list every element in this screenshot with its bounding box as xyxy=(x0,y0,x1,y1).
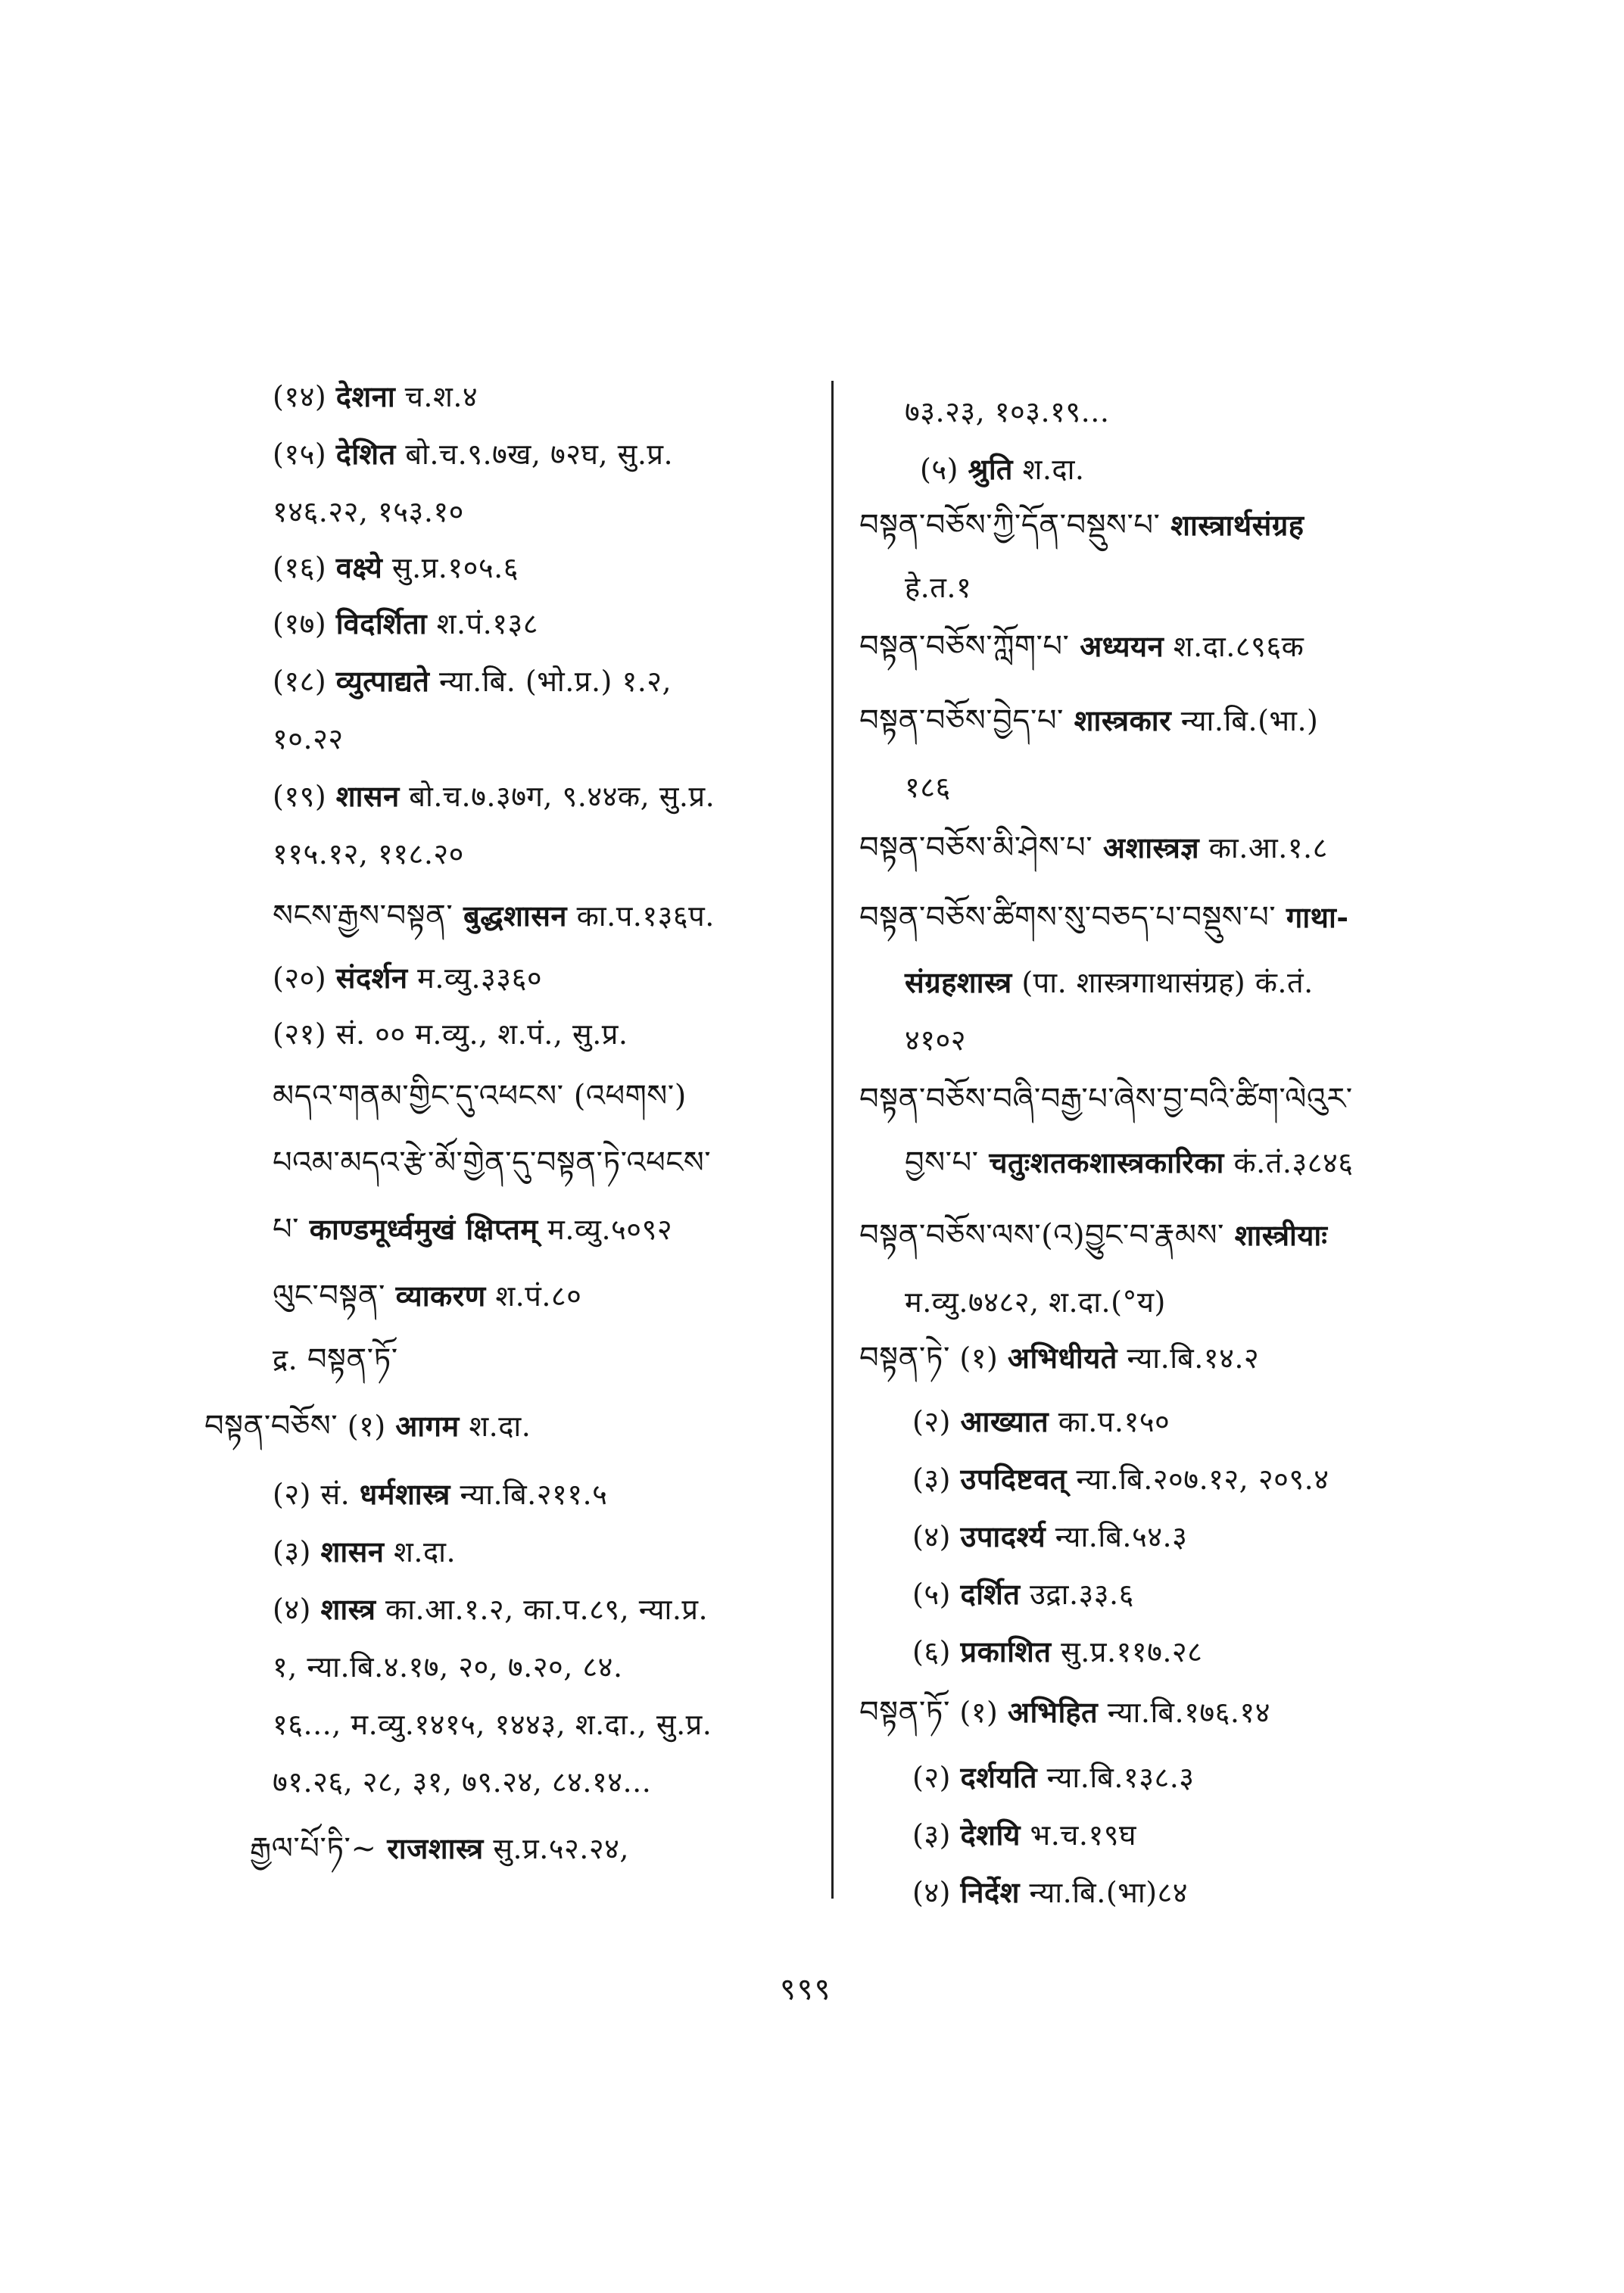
headword-line: བསྟན་ཏེ་ (१) अभिधीयते न्या.बि.१४.२ xyxy=(859,1341,1260,1375)
column-divider xyxy=(831,381,834,1899)
entry-line: ७३.२३, १०३.१९... xyxy=(905,395,1110,428)
entry-line: ལུང་བསྟན་ व्याकरण श.पं.८० xyxy=(273,1279,582,1313)
entry-line: (३) उपदिष्टवत् न्या.बि.२०७.१२, २०९.४ xyxy=(912,1462,1329,1496)
headword-line: བསྟན་ཏོ་ (१) अभिहित न्या.बि.१७६.१४ xyxy=(859,1695,1270,1730)
entry-line: १, न्या.बि.४.१७, २०, ७.२०, ८४. xyxy=(273,1650,623,1684)
entry-line: ११५.१२, ११८.२० xyxy=(273,837,464,871)
entry-line: (५) दर्शित उद्रा.३३.६ xyxy=(912,1577,1134,1611)
entry-line: (४) शास्त्र का.आ.१.२, का.प.८९, न्या.प्र. xyxy=(273,1592,709,1626)
headword-line: བསྟན་བཅོས་ (१) आगम श.दा. xyxy=(204,1409,531,1444)
entry-line: १०.२२ xyxy=(273,722,344,756)
entry-line: (३) देशयि भ.च.१९घ xyxy=(912,1818,1136,1852)
page-number: ९९९ xyxy=(780,1972,832,2007)
entry-line: བྱས་པ་ चतुःशतकशास्त्रकारिका कं.तं.३८४६ xyxy=(905,1145,1354,1180)
headword-line: བསྟན་བཅོས་མི་ཤེས་པ་ अशास्त्रज्ञ का.आ.१.८ xyxy=(859,830,1328,865)
entry-line: (१७) विदर्शिता श.पं.१३८ xyxy=(273,606,539,640)
entry-line: (१५) देशित बो.च.९.७ख, ७२घ, सु.प्र. xyxy=(273,437,674,471)
entry-line: १८६ xyxy=(905,771,951,804)
entry-line: (१४) देशना च.श.४ xyxy=(273,379,478,413)
headword-line: བསྟན་བཅོས་བྱེད་པ་ शास्त्रकार न्या.बि.(भा.) xyxy=(859,703,1319,738)
headword-line: བསྟན་བཅོས་བཞི་བརྒྱ་པ་ཞེས་བྱ་བའི་ཚིག་ལེའུར་ xyxy=(859,1082,1353,1117)
entry-line: (२) आख्यात का.प.१५० xyxy=(912,1404,1170,1438)
entry-line: हे.त.१ xyxy=(905,571,972,604)
entry-line: संग्रहशास्त्र (पा. शास्त्रगाथासंग्रह) कं.तं. xyxy=(905,965,1314,999)
entry-line: म.व्यु.७४८२, श.दा.(°य) xyxy=(905,1285,1166,1319)
entry-line: (१६) वक्ष्ये सु.प्र.१०५.६ xyxy=(273,550,519,584)
entry-line: १६..., म.व्यु.१४१५, १४४३, श.दा., सु.प्र. xyxy=(273,1708,712,1741)
entry-line: (२) दर्शयति न्या.बि.१३८.३ xyxy=(912,1760,1195,1794)
entry-line: (२१) सं. ०० म.व्यु., श.पं., सु.प्र. xyxy=(273,1017,628,1051)
headword-line: བསྟན་བཅོས་ཀློག་པ་ अध्ययन श.दा.८९६क xyxy=(859,629,1304,664)
entry-line: སངས་རྒྱས་བསྟན་ बुद्धशासन का.प.१३६प. xyxy=(273,899,715,933)
entry-line: མདའ་གནམ་གྱིང་དུ་འཕངས་ (འཕགས་) xyxy=(273,1079,687,1114)
headword-line: བསྟན་བཅོས་ཀྱི་དོན་བསྡུས་པ་ शास्त्रार्थसंग्रह xyxy=(859,508,1304,543)
entry-line: པ་ काण्डमूर्ध्वमुखं क्षिप्तम् म.व्यु.५०९२ xyxy=(273,1212,673,1247)
entry-line: ४१०२ xyxy=(905,1023,967,1057)
entry-line: པའམ་མདའ་རྩེ་མོ་གྱེན་དུ་བསྟན་ཏེ་འཕངས་ xyxy=(273,1145,712,1180)
headword-line: བསྟན་བཅོས་ཚིགས་སུ་བཅད་པ་བསྡུས་པ་ गाथा- xyxy=(859,900,1349,935)
entry-line: (१८) व्युत्पाद्यते न्या.बि. (भो.प्र.) १.२, xyxy=(273,664,672,698)
entry-line: (३) शासन श.दा. xyxy=(273,1534,457,1569)
entry-line: ७१.२६, २८, ३१, ७९.२४, ८४.१४... xyxy=(273,1765,652,1799)
entry-line: १४६.२२, १५३.१० xyxy=(273,495,464,528)
entry-line: द्र. བསྟན་ཏོ་ xyxy=(273,1342,398,1377)
entry-line: (६) प्रकाशित सु.प्र.११७.२८ xyxy=(912,1634,1203,1668)
entry-line: (२०) संदर्शन म.व्यु.३३६० xyxy=(273,961,543,995)
entry-line: རྒྱལ་པོ་ཏི་~ राजशास्त्र सु.प्र.५२.२४, xyxy=(250,1831,629,1866)
entry-line: (४) उपादर्श्य न्या.बि.५४.३ xyxy=(912,1519,1188,1553)
entry-line: (४) निर्देश न्या.बि.(भा)८४ xyxy=(912,1875,1189,1909)
entry-line: (५) श्रुति श.दा. xyxy=(920,452,1085,486)
headword-line: བསྟན་བཅོས་ལས་(འ)བྱུང་བ་རྣམས་ शास्त्रीयाः xyxy=(859,1218,1328,1253)
entry-line: (१९) शासन बो.च.७.३७ग, ९.४४क, सु.प्र. xyxy=(273,779,715,813)
entry-line: (२) सं. धर्मशास्त्र न्या.बि.२११.५ xyxy=(273,1477,608,1511)
